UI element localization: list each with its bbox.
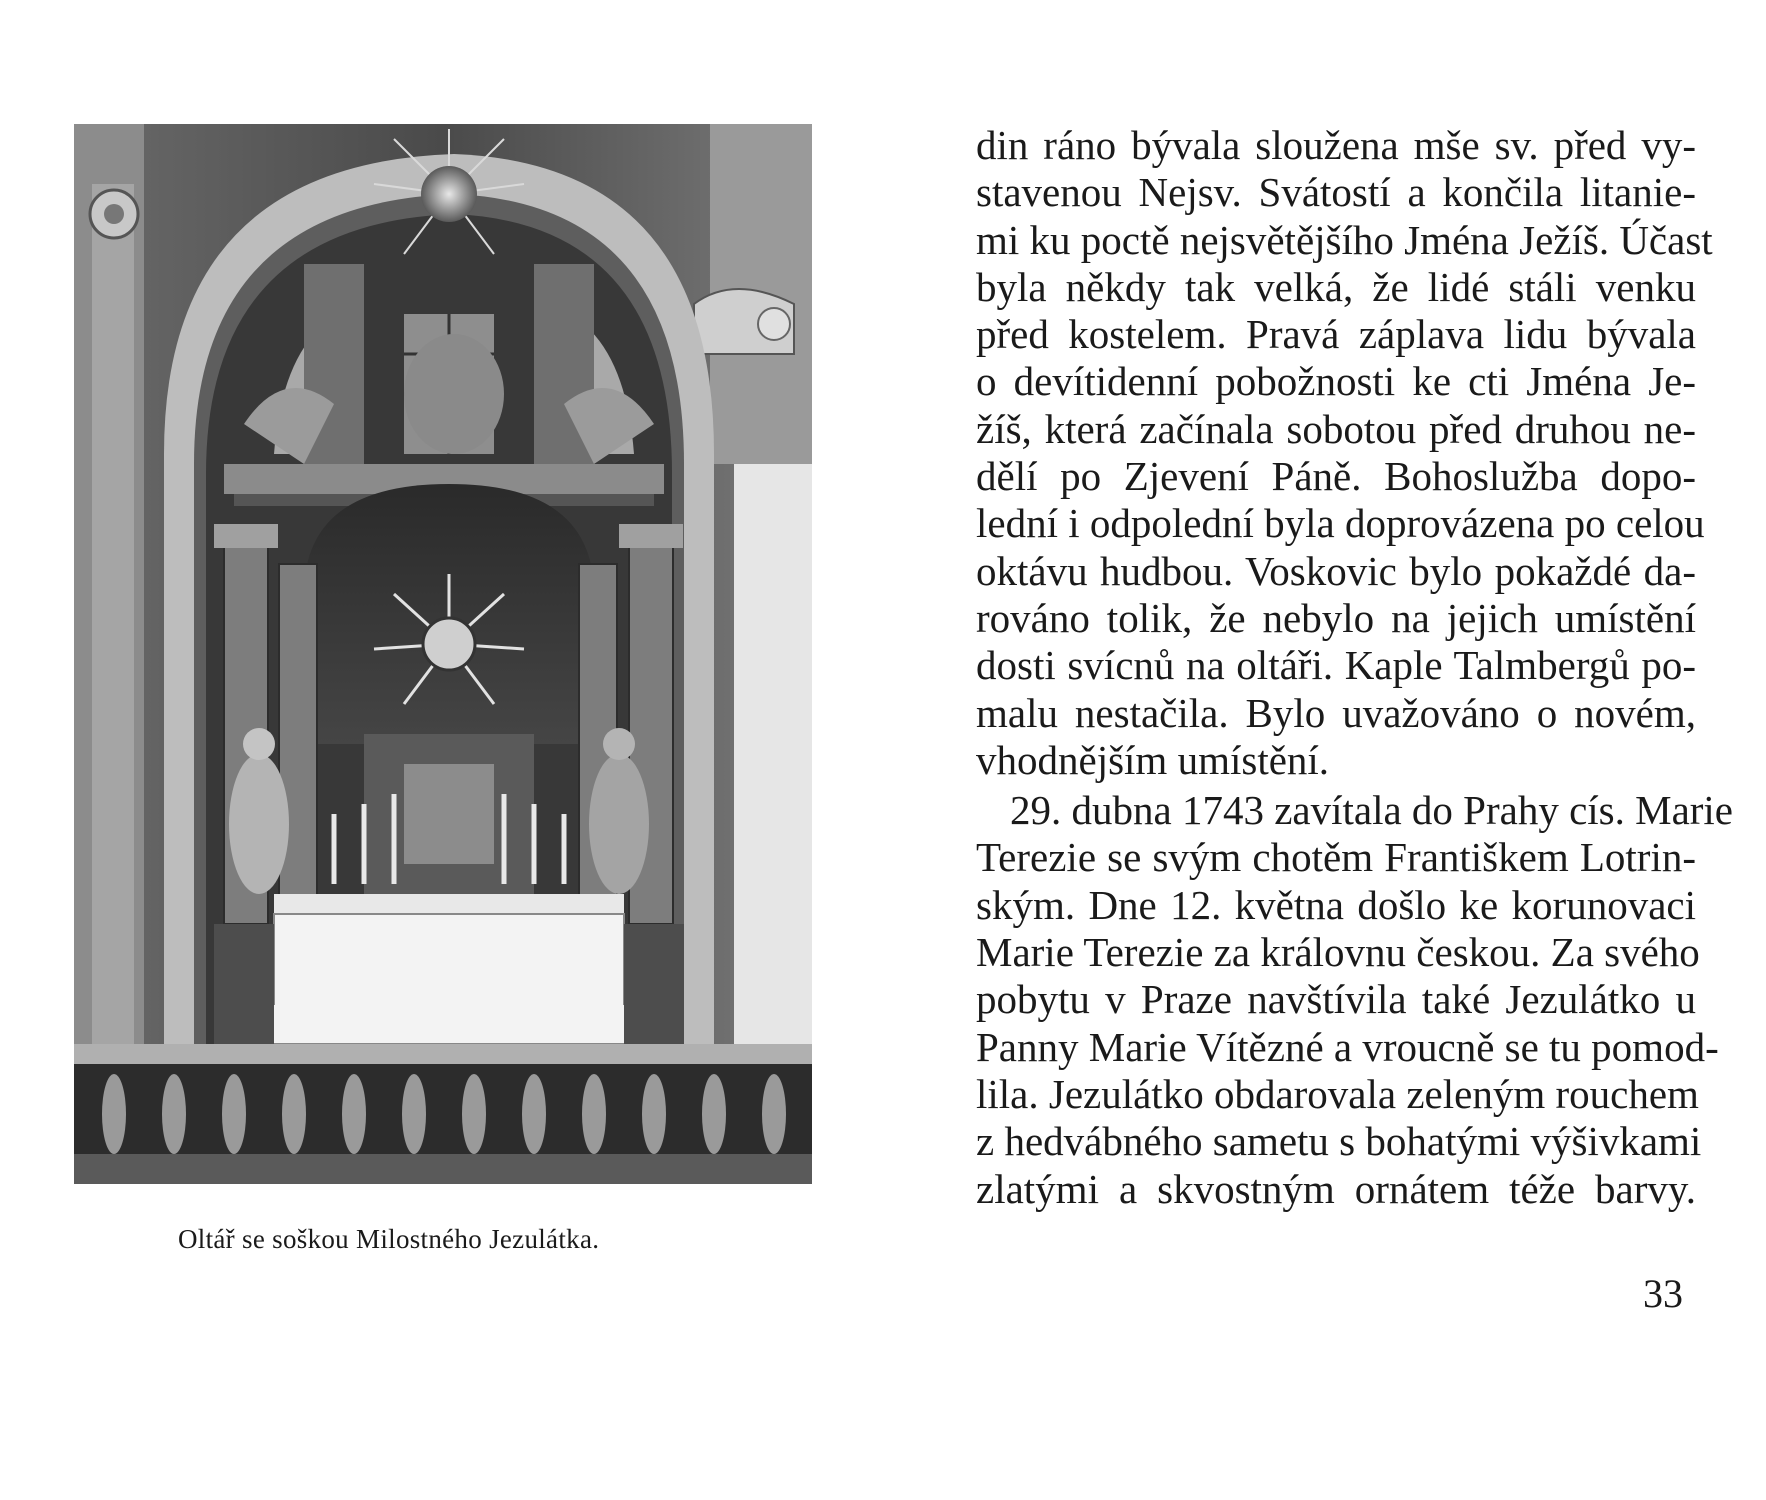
text-line: před kostelem. Pravá záplava lidu bývala (976, 311, 1696, 358)
figure-caption: Oltář se soškou Milostného Jezulátka. (178, 1224, 600, 1254)
body-text (976, 122, 1734, 1213)
text-line: dosti svícnů na oltáři. Kaple Talmbergů po- (976, 642, 1696, 689)
text-line: Panny Marie Vítězné a vroucně se tu pomod- (976, 1023, 1719, 1070)
text-line: lila. Jezulátko obdarovala zeleným rouchem (976, 1070, 1699, 1117)
text-line: din ráno bývala sloužena mše sv. před vy- (976, 122, 1696, 168)
text-line: dělí po Zjevení Páně. Bohoslužba dopo- (976, 453, 1696, 500)
altar-photo-illustration (74, 124, 812, 1184)
text-line: žíš, která začínala sobotou před druhou ne- (976, 405, 1696, 452)
text-line: mi ku poctě nejsvětějšího Jména Ježíš. Účast (976, 216, 1713, 263)
text-line: malu nestačila. Bylo uvažováno o novém, (976, 689, 1696, 736)
text-line: stavenou Nejsv. Svátostí a končila litanie- (976, 169, 1696, 216)
text-line: vhodnějším umístění. (976, 736, 1330, 783)
text-line: pobytu v Praze navštívila také Jezulátko u (976, 976, 1696, 1023)
text-line: Terezie se svým chotěm Františkem Lotrin- (976, 834, 1696, 881)
text-line: Marie Terezie za královnu českou. Za svého (976, 929, 1700, 976)
altar-photo (74, 124, 812, 1184)
text-line: rováno tolik, že nebylo na jejich umístění (976, 594, 1696, 641)
text-line: ským. Dne 12. května došlo ke korunovaci (976, 881, 1696, 928)
text-line: o devítidenní pobožnosti ke cti Jména Je- (976, 358, 1696, 405)
text-line: z hedvábného sametu s bohatými výšivkami (976, 1118, 1702, 1165)
text-line: zlatými a skvostným ornátem téže barvy. (976, 1165, 1696, 1212)
page-number: 33 (1643, 1271, 1683, 1316)
text-line: lední i odpolední byla doprovázena po celou (976, 500, 1705, 547)
text-line: byla někdy tak velká, že lidé stáli venku (976, 263, 1696, 310)
text-line: 29. dubna 1743 zavítala do Prahy cís. Marie (1010, 787, 1734, 834)
text-line: oktávu hudbou. Voskovic bylo pokaždé da- (976, 547, 1696, 594)
